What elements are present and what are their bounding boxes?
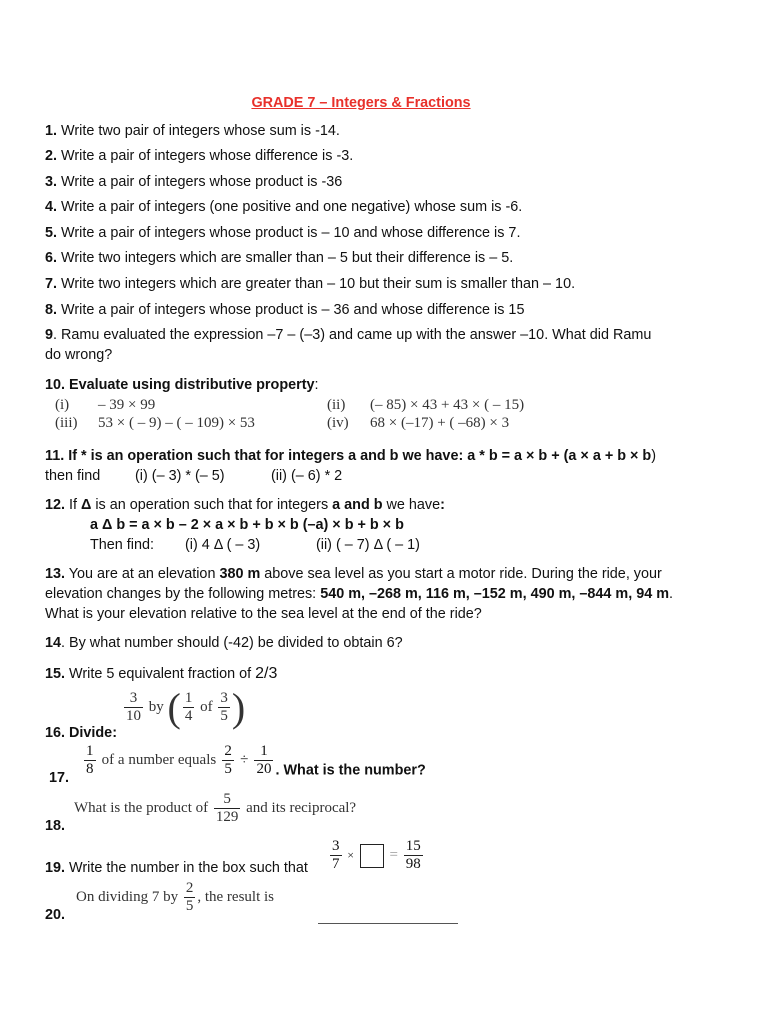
question-9: 9. Ramu evaluated the expression –7 – (–3) and came up with the answer –10. What did Ramu (45, 327, 652, 343)
question-7: 7. Write two integers which are greater than – 10 but their sum is smaller than – 10. (45, 276, 576, 292)
question-18-label: 18. (45, 818, 66, 834)
question-8: 8. Write a pair of integers whose product is – 36 and whose difference is 15 (45, 302, 525, 318)
q17-fraction-1: $\frac{1}{8}$ (86, 743, 94, 777)
question-4: 4. Write a pair of integers (one positive and one negative) whose sum is -6. (45, 199, 523, 215)
question-5: 5. Write a pair of integers whose product is – 10 and whose difference is 7. (45, 225, 521, 241)
q20-expression: On dividing 7 by $\frac{2}{5}$ , the result is (76, 880, 274, 914)
q16-fraction-2: $\frac{1}{4}$ (184, 690, 193, 724)
q18-fraction: $\frac{5}{129}$ (215, 791, 239, 825)
q12-then: Then find: (i) 4 Δ ( – 3) (ii) ( – 7) Δ ( – 1) (90, 537, 420, 553)
right-paren: ) (231, 685, 246, 730)
q19-fraction-1: $\frac{3}{7}$ (332, 838, 340, 872)
q17-fraction-2: $\frac{2}{5}$ (224, 743, 232, 777)
q20-fraction: $\frac{2}{5}$ (185, 880, 194, 914)
question-15: 15. Write 5 equivalent fraction of 2/3 (45, 665, 278, 682)
question-10: 10. Evaluate using distributive property: (45, 377, 319, 393)
question-9-continued: do wrong? (45, 347, 113, 363)
question-2: 2. Write a pair of integers whose difference is -3. (45, 148, 354, 164)
q10-part-i: (i) – 39 × 99 (55, 397, 156, 413)
q16-expression: $\frac{3}{10}$ by ( $\frac{1}{4}$ of $\frac{3}{5}$ ) (126, 685, 246, 730)
question-19: 19. Write the number in the box such that (45, 860, 308, 876)
answer-box[interactable] (360, 844, 384, 868)
question-11: 11. If * is an operation such that for integers a and b we have: a * b = a × b + (a × a + b × b) (45, 448, 656, 464)
q20-answer-blank[interactable] (318, 906, 458, 924)
question-13: 13. You are at an elevation 380 m above sea level as you start a motor ride. During the ride, your (45, 566, 662, 582)
question-3: 3. Write a pair of integers whose product is -36 (45, 174, 343, 190)
question-14: 14. By what number should (-42) be divided to obtain 6? (45, 635, 403, 651)
q16-fraction-1: $\frac{3}{10}$ (126, 690, 141, 724)
q11-then: then find (i) (– 3) * (– 5) (ii) (– 6) * 2 (45, 468, 343, 484)
question-12: 12. If Δ is an operation such that for integers a and b we have: (45, 497, 445, 513)
question-16-label: 16. Divide: (45, 725, 117, 741)
q18-expression: What is the product of $\frac{5}{129}$ and its reciprocal? (74, 791, 357, 825)
question-20-label: 20. (45, 907, 66, 923)
q12-formula: a Δ b = a × b – 2 × a × b + b × b (–a) × b + b × b (90, 517, 404, 533)
question-13-line2: elevation changes by the following metres: 540 m, –268 m, 116 m, –152 m, 490 m, –844 m, 94 m. (45, 586, 674, 602)
q19-expression: $\frac{3}{7}$ × = $\frac{15}{98}$ (332, 838, 421, 872)
q17-fraction-3: $\frac{1}{20}$ (256, 743, 272, 777)
q10-part-ii: (ii) (– 85) × 43 + 43 × ( – 15) (327, 397, 525, 413)
q16-fraction-3: $\frac{3}{5}$ (220, 690, 228, 724)
page-title: GRADE 7 – Integers & Fractions (251, 95, 471, 111)
question-13-line3: What is your elevation relative to the sea level at the end of the ride? (45, 606, 482, 622)
q17-expression: $\frac{1}{8}$ of a number equals $\frac{2}{5}$ ÷ $\frac{1}{20}$ . What is the number? (86, 743, 426, 779)
question-17-label: 17. (49, 770, 70, 786)
question-1: 1. Write two pair of integers whose sum is -14. (45, 123, 340, 139)
left-paren: ( (167, 685, 181, 730)
q10-part-iii: (iii) 53 × ( – 9) – ( – 109) × 53 (55, 415, 255, 431)
question-6: 6. Write two integers which are smaller than – 5 but their difference is – 5. (45, 250, 514, 266)
q19-fraction-2: $\frac{15}{98}$ (405, 838, 421, 872)
q10-part-iv: (iv) 68 × (–17) + ( –68) × 3 (327, 415, 510, 431)
